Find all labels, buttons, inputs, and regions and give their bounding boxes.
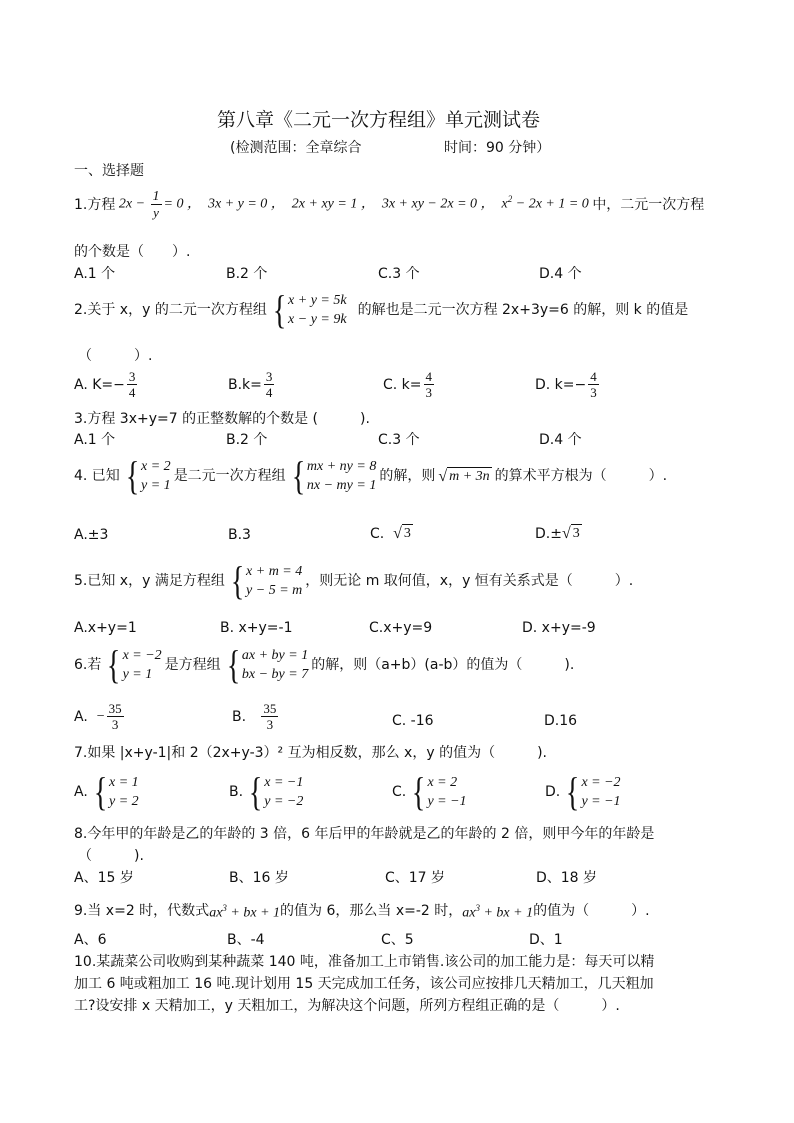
question-3: 3.方程 3x+y=7 的正整数解的个数是 ( ).: [74, 411, 370, 427]
question-9: [74, 899, 650, 923]
q7-option-d: D. { x = −2 y = −1: [545, 769, 621, 814]
question-10: 10.某蔬菜公司收购到某种蔬菜 140 吨，准备加工上市销售.该公司的加工能力是：每天可以精: [74, 954, 655, 970]
question-1: [74, 189, 704, 220]
q1-prefix: 1.方程: [74, 196, 116, 213]
q2-option-a-label: A. K=−: [74, 376, 125, 393]
test-scope: (检测范围：全章综合: [230, 140, 362, 156]
q2-option-b-label: B.k=: [228, 376, 262, 393]
q7-option-c-label: C.: [392, 784, 407, 800]
q9-mid: 的值为 6，那么当 x=-2 时，: [280, 902, 463, 919]
q3-option-d: D.4 个: [539, 432, 582, 448]
q1-option-b: B.2 个: [226, 266, 268, 282]
q5-option-a: A.x+y=1: [74, 620, 137, 636]
section-heading: 一、选择题: [74, 163, 144, 179]
q8-option-d: D、18 岁: [536, 870, 598, 886]
q5-option-d: D. x+y=-9: [522, 620, 596, 636]
q7-option-c: C. { x = 2 y = −1: [392, 769, 467, 814]
q10-line3: 工?设安排 x 天精加工，y 天粗加工，为解决这个问题，所列方程组正确的是（ ）.: [74, 998, 620, 1014]
question-5: [74, 558, 634, 603]
q5-suffix: ，则无论 m 取何值，x，y 恒有关系式是（ ）.: [305, 573, 634, 589]
q2-prefix: 2.关于 x，y 的二元一次方程组: [74, 302, 267, 318]
q5-system: { x + m = 4 y − 5 = m: [230, 558, 303, 603]
q3-option-a: A.1 个: [74, 432, 116, 448]
q4-option-d: D.± √ 3: [535, 525, 580, 542]
q6-solution: { x = −2 y = 1: [107, 642, 162, 687]
q8-option-a: A、15 岁: [74, 870, 134, 886]
q5-option-b: B. x+y=-1: [220, 620, 293, 636]
question-4: [74, 453, 668, 498]
q9-option-d: D、1: [529, 932, 563, 948]
q6-option-a: A. − $\frac{35}{3}$: [74, 701, 122, 732]
q2-system: { x + y = 5k x − y = 9k: [272, 287, 347, 332]
q7-option-b-label: B.: [229, 784, 244, 800]
q6-option-d: D.16: [544, 713, 578, 729]
q2-suffix: 的解也是二元一次方程 2x+3y=6 的解，则 k 的值是: [357, 302, 689, 318]
question-7: 7.如果 |x+y-1|和 2（2x+y-3）² 互为相反数，那么 x，y 的值为（ ).: [74, 745, 547, 761]
q7-option-a: A. { x = 1 y = 2: [74, 769, 139, 814]
q2-option-d-label: D. k=−: [535, 376, 587, 393]
q9-option-a: A、6: [74, 932, 107, 948]
q4-tail2: 的算术平方根为（ ）.: [494, 468, 668, 484]
q6-mid: 是方程组: [164, 657, 221, 673]
q6-option-a-label: A.: [74, 708, 88, 725]
q9-option-c: C、5: [381, 932, 414, 948]
q9-expression-1: $ax^3$ + bx + 1: [209, 903, 281, 921]
question-6: [74, 642, 575, 687]
q4-system: { mx + ny = 8 nx − my = 1: [291, 453, 377, 498]
q6-system: { ax + by = 1 bx − by = 7: [226, 642, 309, 687]
q4-tail1: 的解，则: [379, 468, 436, 484]
q2-option-a: A. K=− $\frac{3}{4}$: [74, 369, 136, 400]
test-time: 时间：90 分钟）: [444, 140, 551, 156]
q1-suffix: 中，二元一次方程: [592, 196, 705, 213]
q8-option-b: B、16 岁: [229, 870, 289, 886]
q4-solution: { x = 2 y = 1: [125, 453, 171, 498]
q4-sqrt: √ m + 3n: [438, 467, 490, 485]
q4-prefix: 4. 已知: [74, 468, 120, 484]
q6-prefix: 6.若: [74, 657, 102, 673]
q1-line2: 的个数是（ ）.: [74, 244, 191, 260]
q10-line2: 加工 6 吨或粗加工 16 吨.现计划用 15 天完成加工任务，该公司应按排几天精加工，几天粗加: [74, 976, 654, 992]
q4-option-c: C. √ 3: [370, 525, 411, 542]
q2-option-d: D. k=− $\frac{4}{3}$: [535, 369, 597, 400]
page-title: 第八章《二元一次方程组》单元测试卷: [217, 109, 541, 131]
q1-equations: 2x − $\frac{1}{y}$ = 0 ， 3x + y = 0 ， 2x + xy = 1 ， 3x + xy − 2x = 0 ， $x^2 - 2x + 1 = 0$: [115, 189, 593, 220]
q3-option-c: C.3 个: [378, 432, 420, 448]
q6-suffix: 的解，则（a+b）(a-b）的值为（ ).: [311, 657, 575, 673]
q5-option-c: C.x+y=9: [369, 620, 433, 636]
q3-option-b: B.2 个: [226, 432, 268, 448]
q7-option-b: B. { x = −1 y = −2: [229, 769, 304, 814]
q7-option-d-label: D.: [545, 784, 561, 800]
q9-prefix: 9.当 x=2 时，代数式: [74, 902, 210, 919]
q2-option-c-label: C. k=: [383, 376, 422, 393]
q2-line2: （ ）.: [78, 348, 153, 364]
q4-option-b: B.3: [228, 527, 251, 543]
q1-option-a: A.1 个: [74, 266, 116, 282]
q1-option-c: C.3 个: [378, 266, 420, 282]
q8-option-c: C、17 岁: [385, 870, 446, 886]
q1-option-d: D.4 个: [539, 266, 582, 282]
q6-option-c: C. -16: [392, 713, 434, 729]
q4-option-c-label: C.: [370, 525, 385, 542]
q4-option-a: A.±3: [74, 527, 109, 543]
q2-option-c: C. k= $\frac{4}{3}$: [383, 369, 433, 400]
question-8: 8.今年甲的年龄是乙的年龄的 3 倍，6 年后甲的年龄就是乙的年龄的 2 倍，则甲今年的年龄是: [74, 826, 655, 842]
q9-expression-2: $ax^3$ + bx + 1: [462, 903, 534, 921]
q9-suffix: 的值为（ ）.: [533, 902, 650, 919]
q6-option-b: B. $\frac{35}{3}$: [232, 701, 277, 732]
q6-option-b-label: B.: [232, 708, 247, 725]
q9-option-b: B、-4: [227, 932, 265, 948]
q4-option-d-label: D.±: [535, 525, 562, 542]
q8-line2: （ ).: [78, 848, 144, 864]
q4-mid: 是二元一次方程组: [173, 468, 286, 484]
question-2: [74, 287, 689, 332]
q2-option-b: B.k= $\frac{3}{4}$: [228, 369, 273, 400]
q7-option-a-label: A.: [74, 784, 88, 800]
q5-prefix: 5.已知 x，y 满足方程组: [74, 573, 225, 589]
